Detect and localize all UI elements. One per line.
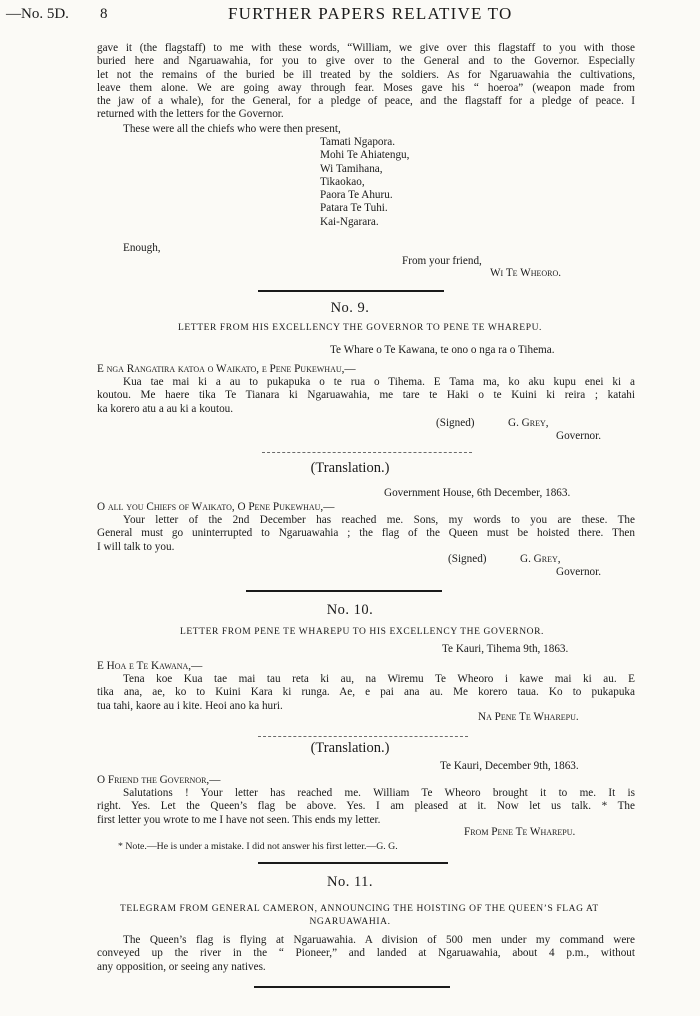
salutation: O all you Chiefs of Waikato, O Pene Pukewhau,— [97,501,335,513]
text-line: gave it (the flagstaff) to me with these words, “William, we give over this flagstaff to you with those [97,42,635,54]
letter-body [97,376,635,416]
text-line: let not the remains of the buried be ill treated by the soldiers. As for Ngaruawahia the cultivations, [97,68,635,81]
from-your-friend: From your friend, [402,255,482,267]
salutation: O Friend the Governor,— [97,774,221,786]
text-line: first letter you wrote to me I have not seen. This ends my letter. [97,813,381,826]
letter-place-date: Te Kauri, December 9th, 1863. [440,760,579,772]
letter-place-date: Te Whare o Te Kawana, te ono o nga ra o Tihema. [330,344,555,356]
letter-place-date: Government House, 6th December, 1863. [384,487,571,499]
signer-name: From Pene Te Wharepu. [464,826,576,838]
text-line: The Queen’s flag is flying at Ngaruawahia. A division of 500 men under my command were [123,934,635,946]
signer-name: G. Grey, [520,553,561,565]
chief-name: Mohi Te Ahiatengu, [320,149,410,162]
signer-name: G. Grey, [508,417,549,429]
section-heading-no11: No. 11. [326,874,374,890]
text-line: conveyed up the river in the “ Pioneer,” and landed at Ngaruawahia, about 4 p.m., without [97,947,635,960]
letter-title: LETTER FROM HIS EXCELLENCY THE GOVERNOR TO PENE TE WHAREPU. [178,323,543,333]
section-heading-no9: No. 9. [330,300,370,316]
closing-enough: Enough, [123,242,161,254]
text-line: Salutations ! Your letter has reached me. William Te Wheoro brought it to me. It is [123,787,635,799]
page-number: 8 [100,6,108,22]
text-line: any opposition, or seeing any natives. [97,960,266,973]
chief-name: Tamati Ngapora. [320,136,396,148]
chiefs-list [320,136,409,229]
telegram-title-line2: NGARUAWAHIA. [309,917,391,927]
footnote: * Note.—He is under a mistake. I did not answer his first letter.—G. G. [118,841,398,852]
letter-place-date: Te Kauri, Tihema 9th, 1863. [442,643,569,655]
text-line: the jaw of a whale), for the General, for a pledge of peace, and the flagstaff for a pledge of peace. I [97,95,635,108]
text-line: buried here and Ngaruawahia, for you to give over to the General and to the Governor. Especially [97,55,635,68]
telegram-title: TELEGRAM FROM GENERAL CAMERON, ANNOUNCING THE HOISTING OF THE QUEEN’S FLAG AT [120,904,599,914]
section-heading-no10: No. 10. [326,602,374,618]
chief-name: Paora Te Ahuru. [320,189,393,202]
section-divider [258,862,448,864]
text-line: I will talk to you. [97,540,175,553]
letter-body [97,673,635,713]
salutation: E Hoa e Te Kawana,— [97,660,203,672]
text-line: tua tahi, kaore au i kite. Heoi ano ka huri. [97,699,283,712]
letter-body [97,787,635,827]
section-divider [254,986,450,988]
letter-body [97,514,635,554]
signed-label: (Signed) [436,417,475,429]
text-line: leave them alone. We are going away through fear. Moses gave his “ hoeroa” (weapon made from [97,81,635,94]
signature: Wi Te Wheoro. [490,267,562,279]
chief-name: Patara Te Tuhi. [320,202,388,215]
text-line: Your letter of the 2nd December has reached me. Sons, my words to you are these. The [123,514,635,526]
chief-name: Tikaokao, [320,175,365,188]
translation-heading: (Translation.) [310,740,390,756]
running-title: FURTHER PAPERS RELATIVE TO [228,4,513,23]
translation-heading: (Translation.) [310,460,390,476]
document-number: —No. 5D. [6,6,69,22]
text-line: Tena koe Kua tae mai tau reta ki au, na Wiremu Te Wheoro i kawe mai ki au. E [123,673,635,685]
chief-name: Kai-Ngarara. [320,215,379,228]
text-line: koutou. Me haere tika Te Tianara ki Ngaruawahia, me tare te Haki o te Kuini ki reira ; katahi [97,389,635,402]
section-divider [258,736,468,737]
text-line: Kua tae mai ki a au to pukapuka o te rua o Tihema. E Tama ma, ko aku kupu enei ki a [123,376,635,388]
text-line: right. Yes. Let the Queen’s flag be above. Yes. I am pleased at it. Now let us talk. * The [97,800,635,813]
chief-name: Wi Tamihana, [320,162,383,175]
text-line: tika ana, ae, ko to Kuini Kara ki runga. Ae, e pai ana au. Me korero taua. Ko to pukapuka [97,686,635,699]
opening-paragraph [97,42,635,122]
section-divider [262,452,472,453]
chiefs-intro: These were all the chiefs who were then present, [123,123,341,135]
signer-title: Governor. [556,430,602,442]
section-divider [246,590,442,592]
signer-name: Na Pene Te Wharepu. [478,711,579,723]
letter-title: LETTER FROM PENE TE WHAREPU TO HIS EXCELLENCY THE GOVERNOR. [180,627,545,637]
telegram-body [97,934,635,974]
text-line: General must go uninterrupted to Ngaruawahia ; the flag of the Queen must be hoisted there. Then [97,527,635,540]
signer-title: Governor. [556,566,602,578]
text-line: returned with the letters for the Governor. [97,108,284,121]
salutation: E nga Rangatira katoa o Waikato, e Pene Pukewhau,— [97,363,356,375]
text-line: ka korero atu a au ki a koutou. [97,402,234,415]
section-divider [258,290,444,292]
signed-label: (Signed) [448,553,487,565]
